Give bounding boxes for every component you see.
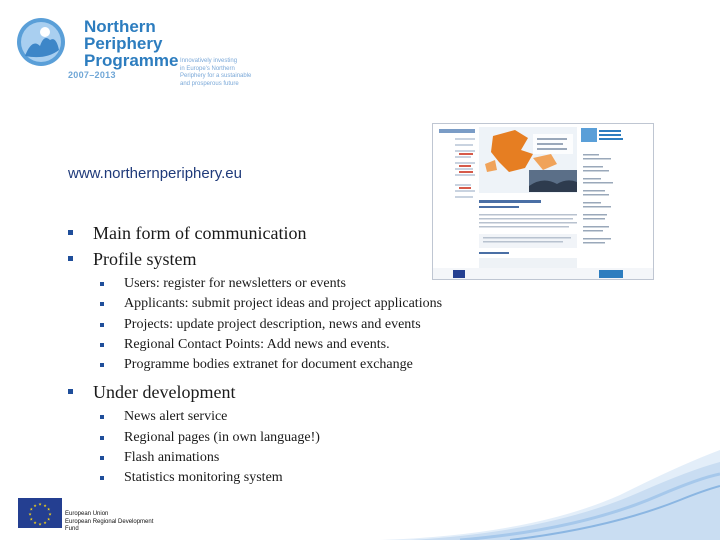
svg-text:★: ★ [33, 520, 37, 526]
tagline-line: Innovatively investing [180, 58, 238, 64]
bullet-icon [68, 230, 73, 235]
sub-bullet-text: Users: register for newsletters or events [124, 276, 346, 291]
eu-fund-label [65, 511, 168, 534]
sub-bullet-text: Regional Contact Points: Add news and events. [124, 336, 390, 352]
sub-bullet-text: Programme bodies extranet for document exchange [124, 357, 413, 373]
sub-list-item [93, 335, 442, 355]
bullet-icon [100, 323, 104, 327]
svg-text:★: ★ [33, 502, 37, 508]
sub-list-item [93, 407, 442, 427]
sub-bullet-text: Statistics monitoring system [124, 470, 283, 486]
programme-name-line: Periphery [84, 34, 163, 53]
tagline-line: and prosperous future [180, 80, 239, 87]
bullet-icon [100, 456, 104, 460]
svg-text:★: ★ [29, 516, 34, 522]
bullet-text: Under development [93, 382, 236, 403]
tagline-line: in Europe's Northern [180, 65, 235, 72]
bullet-icon [68, 389, 73, 394]
tagline-line: Periphery for a sustainable [180, 73, 252, 80]
eu-label-line: European Regional Development Fund [65, 518, 154, 532]
bullet-icon [100, 363, 104, 367]
sub-bullet-text: News alert service [124, 409, 228, 425]
bullet-icon [100, 302, 104, 306]
bullet-text: Main form of communication [93, 223, 307, 243]
bullet-icon [100, 415, 104, 419]
sub-list-item [93, 355, 442, 375]
eu-label-line: European Union [65, 511, 109, 517]
sub-bullet-text: Flash animations [124, 450, 220, 466]
bullet-icon [68, 256, 73, 261]
svg-text:★: ★ [28, 511, 32, 517]
website-url[interactable]: www.northernperiphery.eu [68, 165, 242, 182]
programme-name-line: Northern [84, 17, 156, 36]
sub-bullet-list [93, 274, 442, 375]
bullet-icon [100, 343, 104, 347]
sub-bullet-text: Projects: update project description, news and events [124, 316, 421, 332]
svg-text:★: ★ [46, 516, 51, 522]
bullet-icon [100, 282, 104, 286]
sub-list-item [93, 294, 442, 314]
bullet-text: Profile system [93, 249, 197, 269]
svg-text:★: ★ [48, 511, 52, 517]
sub-list-item [93, 315, 442, 335]
programme-name [84, 18, 178, 69]
svg-text:★: ★ [38, 501, 42, 507]
website-screenshot [432, 123, 654, 280]
svg-text:★: ★ [29, 506, 34, 512]
list-item [66, 246, 442, 375]
svg-text:★: ★ [43, 502, 47, 508]
list-item [66, 220, 442, 246]
programme-name-line: Programme [84, 51, 179, 70]
programme-tagline [180, 58, 280, 88]
programme-years: 2007–2013 [68, 70, 116, 80]
programme-logo [16, 14, 256, 87]
decorative-swoosh [380, 440, 720, 540]
svg-text:★: ★ [46, 506, 51, 512]
bullet-icon [100, 436, 104, 440]
svg-text:★: ★ [43, 520, 47, 526]
eu-logo [18, 498, 168, 532]
sub-bullet-text: Applicants: submit project ideas and project applications [124, 296, 443, 312]
svg-text:★: ★ [38, 521, 42, 527]
sub-list-item [93, 274, 442, 294]
website-screenshot-image [433, 124, 653, 279]
bullet-icon [100, 476, 104, 480]
sub-bullet-text: Regional pages (in own language!) [124, 429, 320, 445]
eu-flag-icon [18, 498, 62, 528]
programme-emblem-icon [16, 16, 66, 68]
